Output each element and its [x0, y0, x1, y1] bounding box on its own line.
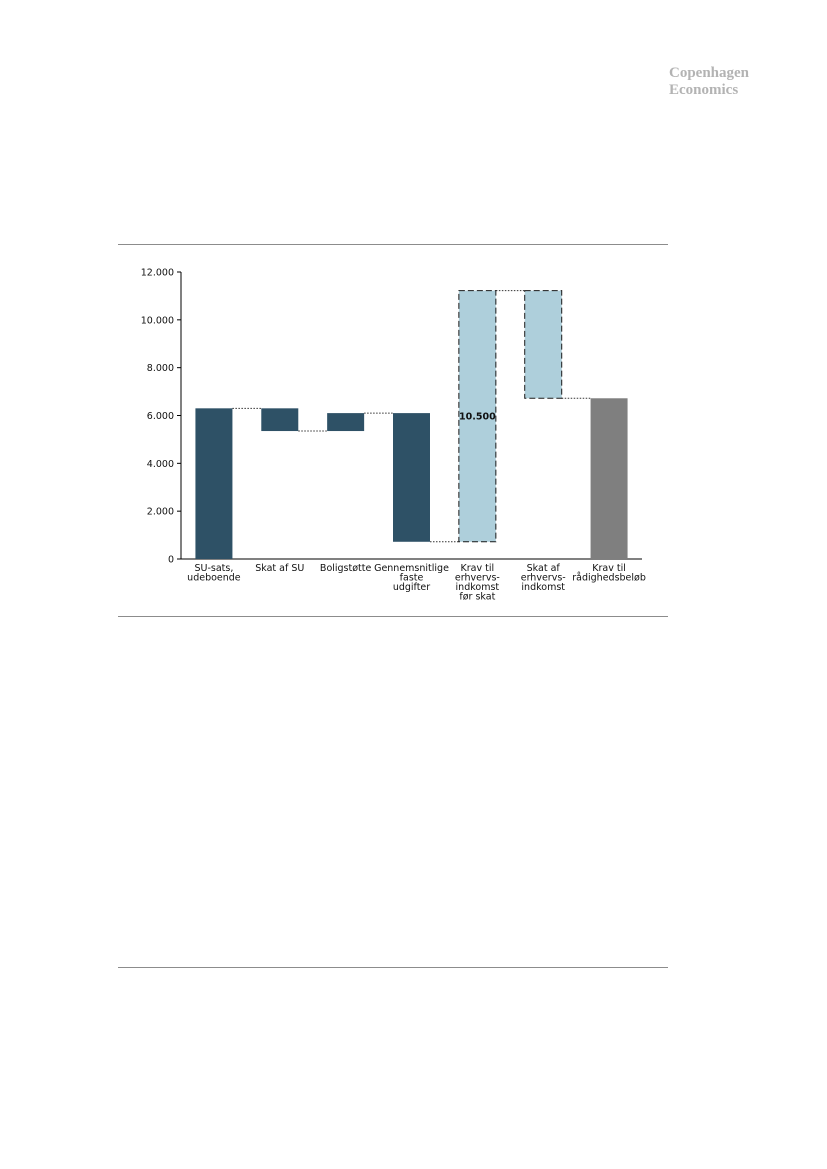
top-rule [118, 244, 668, 245]
logo-line-1: Copenhagen [669, 65, 750, 81]
data-label: 10.500 [459, 411, 496, 423]
y-tick-label: 4.000 [146, 458, 174, 470]
y-tick-label: 10.000 [140, 315, 174, 327]
x-category-label: indkomst [521, 582, 566, 593]
x-category-label: før skat [459, 591, 496, 603]
x-category-label: udeboende [187, 572, 241, 584]
x-category-label: Skat af SU [255, 563, 305, 574]
x-category-label: Gennemsnitlige [374, 563, 449, 574]
y-tick-label: 0 [167, 554, 174, 566]
bar-3 [327, 413, 364, 431]
x-category-label: Krav til [460, 563, 495, 574]
y-tick-label: 6.000 [146, 411, 174, 422]
x-category-label: rådighedsbeløb [572, 572, 646, 584]
chart-bottom-rule [118, 616, 668, 617]
bar-4 [393, 413, 430, 542]
bar-7 [591, 398, 628, 559]
bar-2 [261, 408, 298, 431]
x-category-label: erhvervs- [520, 572, 566, 584]
x-category-label: Boligstøtte [319, 563, 372, 574]
x-category-label: indkomst [455, 582, 500, 593]
y-tick-label: 8.000 [146, 363, 174, 375]
x-category-label: Skat af [526, 563, 560, 574]
logo-line-2: Economics [669, 82, 739, 98]
x-category-label: SU-sats, [194, 563, 234, 574]
waterfall-chart [118, 250, 668, 610]
company-logo [669, 65, 749, 99]
x-category-label: udgifter [392, 582, 431, 593]
bar-1 [195, 408, 232, 559]
x-category-label: erhvervs- [454, 572, 500, 584]
x-category-label: faste [399, 572, 424, 584]
bottom-rule [118, 967, 668, 968]
y-tick-label: 2.000 [146, 506, 174, 518]
chart-bars [195, 291, 627, 559]
y-tick-label: 12.000 [140, 267, 174, 279]
x-category-label: Krav til [592, 563, 626, 574]
bar-6 [525, 291, 562, 399]
